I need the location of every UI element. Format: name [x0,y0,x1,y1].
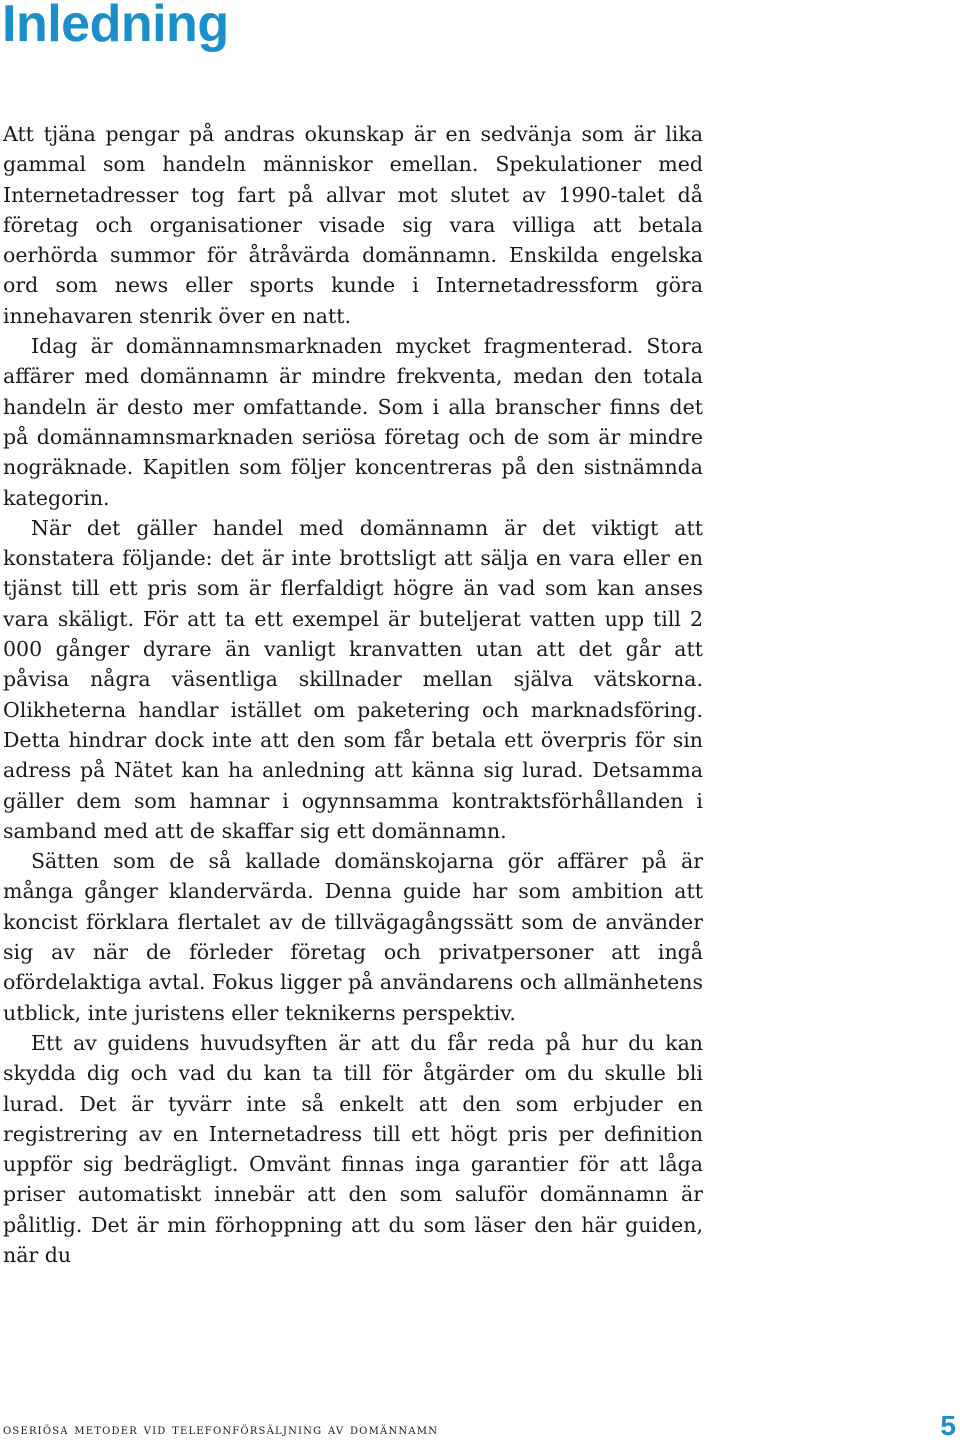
paragraph: Sätten som de så kallade domänskojarna gör affärer på är många gånger klandervärda. Denna guide har som ambition att koncist förklara flertalet av de tillvägagångssätt som de använder sig av när de förleder företag och privatpersoner att ingå ofördelaktiga avtal. Fokus ligger på användarens och allmänhetens utblick, inte juristens eller teknikerns perspektiv. [3,849,703,1025]
paragraph: Att tjäna pengar på andras okunskap är en sedvänja som är lika gammal som handeln människor emellan. Spekulationer med Internetadresser tog fart på allvar mot slutet av 1990-talet då företag och organisationer visade sig vara villiga att betala oerhörda summor för åtråvärda domännamn. Enskilda engelska ord som news eller sports kunde i Internetadressform göra innehavaren stenrik över en natt. [3,122,703,328]
body-text [3,119,703,1270]
page-number: 5 [940,1410,956,1441]
page-heading: Inledning [2,0,229,53]
paragraph: När det gäller handel med domännamn är det viktigt att konstatera följande: det är inte brottsligt att sälja en vara eller en tjänst till ett pris som är flerfaldigt högre än vad som kan anses vara skäligt. För att ta ett exempel är buteljerat vatten upp till 2 000 gånger dyrare än vanligt kranvatten utan att det går att påvisa några väsentliga skillnader mellan själva vätskorna. Olikheterna handlar istället om paketering och marknadsföring. Detta hindrar dock inte att den som får betala ett överpris för sin adress på Nätet kan ha anledning att känna sig lurad. Detsamma gäller dem som hamnar i ogynnsamma kontraktsförhållanden i samband med att de skaffar sig ett domännamn. [3,515,703,843]
running-footer-title: oseriösa metoder vid telefonförsäljning av domännamn [3,1422,439,1438]
paragraph: Ett av guidens huvudsyften är att du får reda på hur du kan skydda dig och vad du kan ta till för åtgärder om du skulle bli lurad. Det är tyvärr inte så enkelt att den som erbjuder en registrering av en Internetadress till ett högt pris per definition uppför sig bedrägligt. Omvänt finnas inga garantier för att låga priser automatiskt innebär att den som saluför domännamn är pålitlig. Det är min förhoppning att du som läser den här guiden, när du [3,1030,703,1267]
paragraph: Idag är domännamnsmarknaden mycket fragmenterad. Stora affärer med domännamn är mindre frekventa, medan den totala handeln är desto mer omfattande. Som i alla branscher finns det på domännamnsmarknaden seriösa företag och de som är mindre nogräknade. Kapitlen som följer koncentreras på den sistnämnda kategorin. [3,334,703,510]
